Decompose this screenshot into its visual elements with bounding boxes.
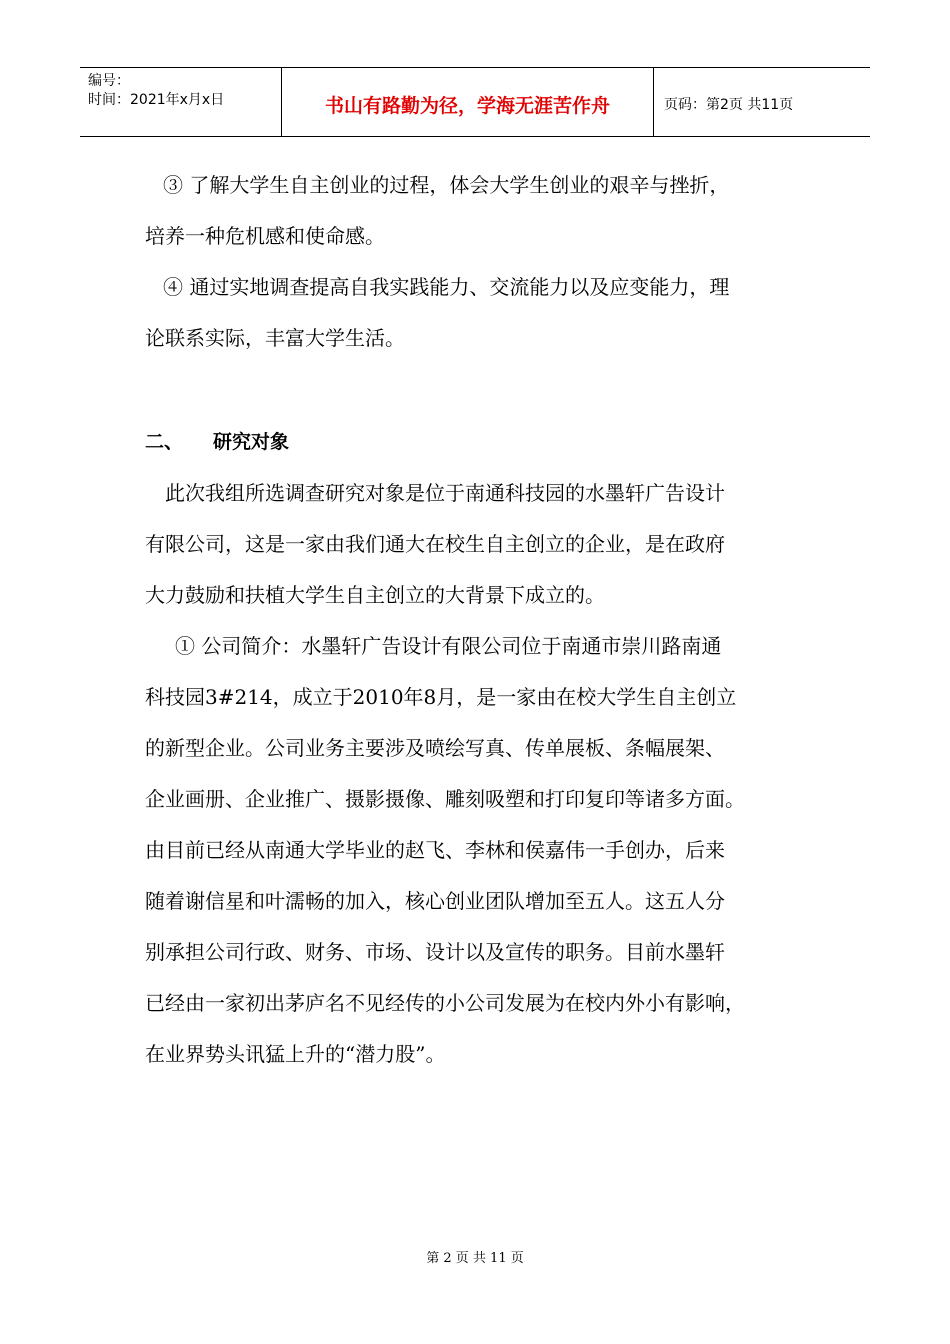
item3-line2: 培养一种危机感和使命感。 [145,224,385,248]
para1-line: 此次我组所选调查研究对象是位于南通科技园的水墨轩广告设计 [165,481,725,505]
page-footer: 第 2 页 共 11 页 [426,1251,524,1266]
item4-line1: ④ 通过实地调查提高自我实践能力、交流能力以及应变能力，理 [163,275,730,299]
number-label: 编号： [88,73,130,89]
document-body [145,160,815,1080]
header-meta [80,68,282,136]
header-page-info: 页码：第2页 共11页 [664,97,794,113]
para2-line: 随着谢信星和叶濡畅的加入，核心创业团队增加至五人。这五人分 [145,889,725,913]
para2-line: 别承担公司行政、财务、市场、设计以及宣传的职务。目前水墨轩 [145,940,725,964]
para2-line: 的新型企业。公司业务主要涉及喷绘写真、传单展板、条幅展架、 [145,736,725,760]
para1-line: 有限公司，这是一家由我们通大在校生自主创立的企业，是在政府 [145,532,725,556]
section-heading [145,417,815,468]
para2-line: 企业画册、企业推广、摄影摄像、雕刻吸塑和打印复印等诸多方面。 [145,787,745,811]
item4-line2: 论联系实际，丰富大学生活。 [145,326,405,350]
section-title: 研究对象 [213,431,290,453]
page-header [80,67,870,137]
header-motto: 书山有路勤为径，学海无涯苦作舟 [282,68,654,136]
item3-line1: ③ 了解大学生自主创业的过程，体会大学生创业的艰辛与挫折， [163,173,730,197]
para2-line: 在业界势头讯猛上升的“潜力股”。 [145,1042,446,1066]
section-number: 二、 [145,431,184,453]
para1-line: 大力鼓励和扶植大学生自主创立的大背景下成立的。 [145,583,605,607]
para2-line: 由目前已经从南通大学毕业的赵飞、李林和侯嘉伟一手创办，后来 [145,838,725,862]
para2-line: 已经由一家初出茅庐名不见经传的小公司发展为在校内外小有影响， [145,991,745,1015]
para2-line: ① 公司简介：水墨轩广告设计有限公司位于南通市崇川路南通 [175,634,722,658]
para2-line: 科技园3#214，成立于2010年8月，是一家由在校大学生自主创立 [145,685,737,709]
time-label: 时间：2021年x月x日 [88,92,225,108]
